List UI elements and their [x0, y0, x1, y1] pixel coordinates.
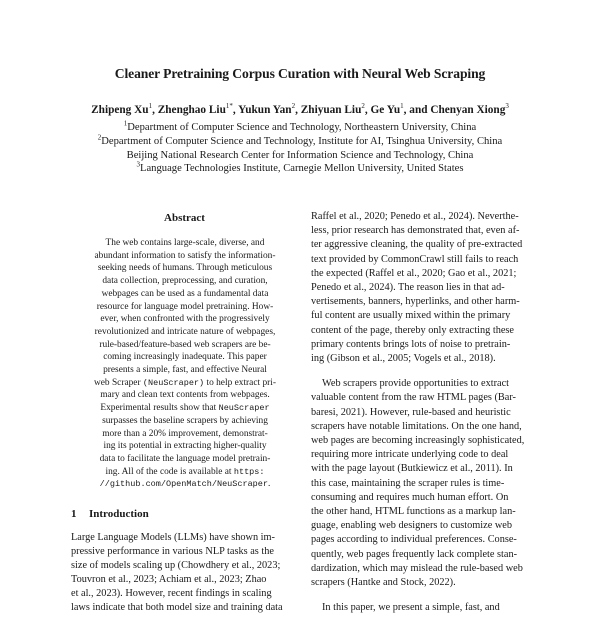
text-line: abundant information to satisfy the information- [94, 250, 276, 261]
text-line: surpasses the baseline scrapers by achieving [102, 415, 268, 426]
text-line [89, 478, 281, 491]
text-line: guage, enabling web designers to customize web [311, 520, 513, 532]
left-column [71, 210, 298, 615]
body-paragraph-1 [311, 210, 529, 366]
text-line: ter aggressive cleaning, the quality of pre-extracted [311, 239, 523, 251]
text-line: quently, web pages frequently lack complete stan- [311, 548, 518, 560]
affiliation-line [0, 121, 600, 135]
affiliation-text: Department of Computer Science and Technology, Northeastern University, China [127, 122, 477, 133]
code-text: NeuScraper [218, 403, 270, 414]
text-line: In this paper, we present a simple, fast, and [322, 602, 500, 614]
affiliation-mark: 3 [136, 160, 140, 169]
text-line: ful content are usually mixed within the primary [311, 310, 511, 322]
affiliation-mark: 2 [97, 133, 102, 142]
plain-text: web Scraper [93, 377, 143, 388]
author-name: Ge Yu [370, 104, 401, 116]
text-line: The web contains large-scale, diverse, and [105, 238, 265, 248]
text-line: content of the page, thereby only extracting these [311, 324, 515, 336]
text-line: scrapers (Hantke and Stock, 2022). [311, 577, 456, 589]
section-title: Introduction [89, 508, 149, 521]
text-line: mary and clean text contents from webpages. [100, 390, 270, 401]
text-line [89, 466, 281, 479]
text-line: valuable content from the raw HTML pages (Bar- [311, 392, 516, 404]
text-line: rule-based/feature-based web scrapers are be- [99, 339, 271, 350]
author-affiliation-mark: 2 [361, 102, 365, 111]
section-number: 1 [71, 508, 77, 521]
abstract-body [89, 237, 281, 491]
text-line: Web scrapers provide opportunities to extract [322, 378, 510, 390]
text-line: ing (Gibson et al., 2005; Vogels et al., 2018). [311, 353, 496, 365]
section-heading-introduction [71, 508, 298, 520]
text-line: requiring more intricate underlying code to deal [311, 449, 509, 461]
affiliation-mark: 1 [123, 119, 128, 128]
code-text: (NeuScraper) [142, 377, 205, 388]
affiliation-line [0, 162, 600, 176]
text-line: data to facilitate the language model pretrain- [99, 453, 271, 464]
text-line: web pages are becoming increasingly sophisticated, [311, 435, 525, 447]
text-line: seeking needs of humans. Through meticulous [97, 263, 273, 274]
code-text: https: [233, 466, 265, 477]
text-line: ever, when confronted with the progressively [100, 314, 270, 325]
abstract-heading: Abstract [164, 212, 205, 224]
author-affiliation-mark: 2 [291, 102, 296, 111]
affiliation-list [0, 121, 600, 176]
text-line: webpages can be used as a fundamental data [101, 288, 269, 299]
text-line: the expected (Raffel et al., 2020; Gao et al., 2021; [311, 267, 517, 279]
author-affiliation-mark: 1 [148, 102, 153, 111]
text-line: less, prior research has demonstrated that, even af- [311, 225, 520, 237]
text-line: data collection, preprocessing, and curation, [102, 276, 268, 287]
text-line: more than a 20% improvement, demonstrat- [102, 428, 268, 439]
code-text: //github.com/OpenMatch/NeuScraper [99, 479, 268, 490]
author-name: and Chenyan Xiong [409, 104, 506, 116]
text-line: resource for language model pretraining. How- [96, 301, 274, 312]
text-line: pages according to individual preferences. Conse- [311, 534, 517, 546]
text-line [89, 402, 281, 415]
text-line: Touvron et al., 2023; Achiam et al., 2023; Zhao [71, 574, 267, 586]
text-line: presents a simple, fast, and effective Neural [103, 365, 267, 376]
text-line: baresi, 2021). However, rule-based and heuristic [311, 406, 511, 418]
text-line: text provided by CommonCrawl still fails to reach [311, 253, 519, 265]
author-affiliation-mark: 3 [505, 102, 509, 111]
plain-text: to help extract pri- [204, 377, 276, 388]
plain-text: . [267, 479, 271, 490]
text-line: pressive performance in various NLP tasks as the [71, 546, 274, 558]
text-line: the other hand, HTML functions as a markup lan- [311, 506, 516, 518]
text-line: vertisements, banners, hyperlinks, and other harm- [311, 296, 520, 308]
author-affiliation-mark: 1* [225, 102, 233, 111]
text-line: Raffel et al., 2020; Penedo et al., 2024). Neverthe- [311, 211, 519, 222]
text-line: primary contents brings lots of noise to pretrain- [311, 338, 511, 350]
affiliation-text: Language Technologies Institute, Carnegie Mellon University, United States [140, 163, 464, 175]
plain-text: ing. All of the code is available at [105, 466, 234, 477]
author-name: Zhenghao Liu [157, 104, 226, 116]
introduction-paragraph [71, 531, 298, 615]
author-name: Zhipeng Xu [91, 104, 149, 116]
author-list: Zhipeng Xu$^1$, Zhenghao Liu$^{1*}$, Yukun Yan$^2$, Zhiyuan Liu$^2$, Ge Yu$^1$, and Chenyan Xiong$^3$ [91, 102, 509, 116]
text-line: with the page layout (Butkiewicz et al., 2011). In [311, 463, 513, 475]
text-line: this case, maintaining the scraper rules is time- [311, 477, 505, 489]
text-line: et al., 2023). However, recent findings in scaling [71, 588, 272, 600]
body-paragraph-2 [311, 377, 529, 590]
affiliation-text: Beijing National Research Center for Information Science and Technology, China [126, 149, 474, 161]
author-name: Zhiyuan Liu [300, 104, 362, 116]
text-line: consuming and requires much human effort. On [311, 491, 509, 503]
text-line: ing its potential in extracting higher-quality [103, 441, 267, 452]
text-line: laws indicate that both model size and training data [71, 602, 283, 614]
affiliation-line [0, 135, 600, 149]
body-paragraph-3 [311, 601, 529, 615]
affiliation-text: Department of Computer Science and Technology, Institute for AI, Tsinghua University, China [101, 135, 503, 147]
paper-title: Cleaner Pretraining Corpus Curation with Neural Web Scraping [114, 66, 486, 81]
right-column [311, 210, 529, 626]
text-line: Penedo et al., 2024). The reason lies in that ad- [311, 282, 505, 294]
text-line [89, 377, 281, 390]
text-line: dardization, which may mislead the rule-based web [311, 562, 523, 574]
author-affiliation-mark: 1 [400, 102, 404, 111]
text-line: revolutionized and intricate nature of webpages, [94, 326, 276, 337]
text-line: scrapers have notable limitations. On the one hand, [311, 420, 522, 432]
text-line: Large Language Models (LLMs) have shown im- [71, 532, 275, 544]
author-name: Yukun Yan [238, 104, 292, 116]
affiliation-line [0, 149, 600, 163]
text-line: coming increasingly inadequate. This paper [103, 352, 267, 363]
plain-text: Experimental results show that [100, 403, 219, 414]
text-line: size of models scaling up (Chowdhery et al., 2023; [71, 560, 281, 572]
